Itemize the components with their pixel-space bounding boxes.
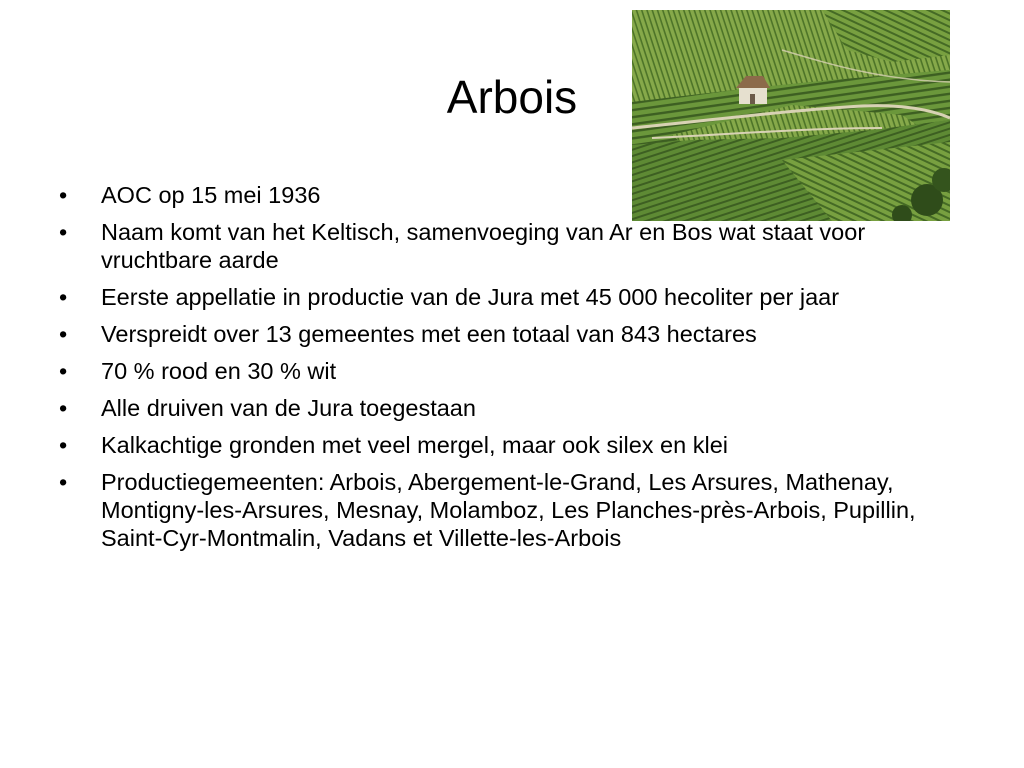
bullet-item	[55, 357, 975, 385]
bullet-marker: •	[59, 219, 68, 245]
bullet-marker: •	[59, 358, 68, 384]
slide-title: Arbois	[446, 71, 578, 123]
bullet-text: Verspreidt over 13 gemeentes met een totaal van 843 hectares	[101, 321, 757, 347]
bullet-item	[55, 431, 975, 459]
bullet-item	[55, 283, 975, 311]
bullet-text: Naam komt van het Keltisch, samenvoeging van Ar en Bos wat staat voor vruchtbare aarde	[101, 219, 866, 273]
bullet-text: Alle druiven van de Jura toegestaan	[101, 395, 476, 421]
bullet-list	[55, 181, 975, 561]
bullet-text: AOC op 15 mei 1936	[101, 182, 321, 208]
bullet-marker: •	[59, 182, 68, 208]
bullet-item	[55, 218, 975, 274]
bullet-marker: •	[59, 469, 68, 495]
bullet-item	[55, 181, 975, 209]
bullet-text: Productiegemeenten: Arbois, Abergement-le-Grand, Les Arsures, Mathenay, Montigny-les-Arsures, Mesnay, Molamboz, Les Planches-près-Arbois, Pupillin, Saint-Cyr-Montmalin, Vadans et Villette-les-Arbois	[101, 469, 916, 551]
bullet-text: Eerste appellatie in productie van de Jura met 45 000 hecoliter per jaar	[101, 284, 840, 310]
bullet-text: 70 % rood en 30 % wit	[101, 358, 337, 384]
bullet-item	[55, 394, 975, 422]
bullet-marker: •	[59, 432, 68, 458]
bullet-text: Kalkachtige gronden met veel mergel, maar ook silex en klei	[101, 432, 728, 458]
bullet-marker: •	[59, 284, 68, 310]
bullet-marker: •	[59, 321, 68, 347]
bullet-item	[55, 320, 975, 348]
bullet-item	[55, 468, 975, 552]
bullet-marker: •	[59, 395, 68, 421]
